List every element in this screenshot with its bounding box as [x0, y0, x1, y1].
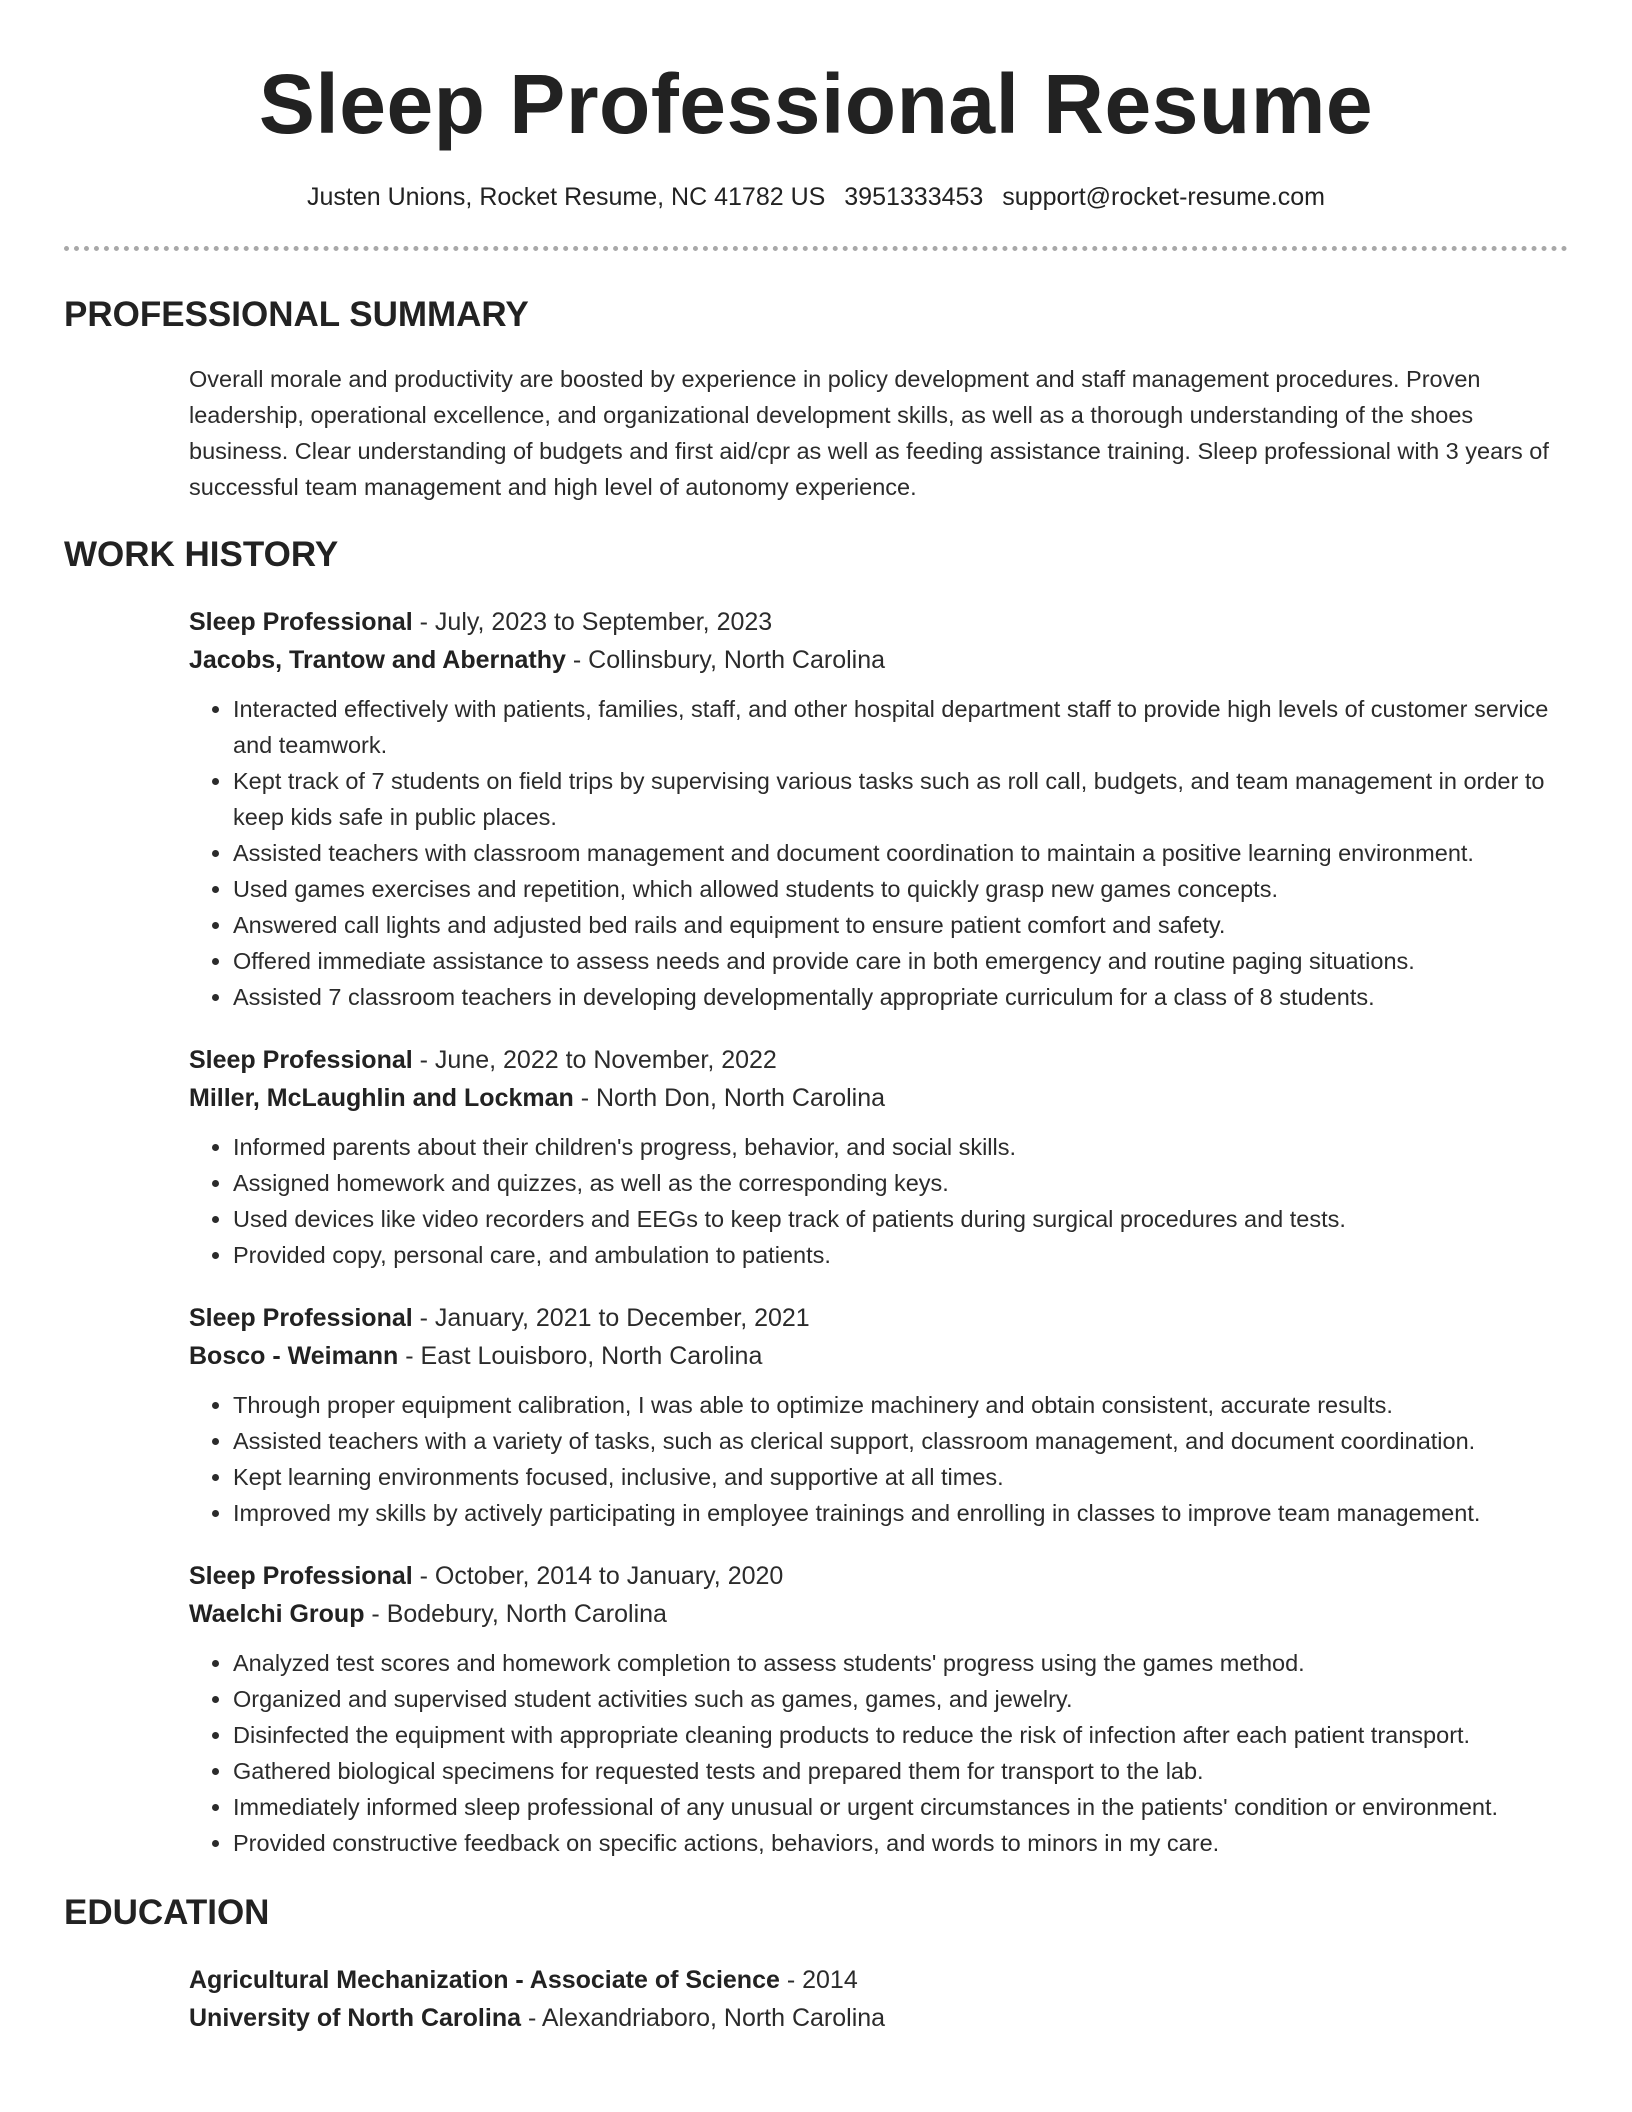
job-entry [189, 1041, 1568, 1273]
job-dates: - October, 2014 to January, 2020 [412, 1562, 784, 1590]
work-history-section [64, 533, 1568, 1861]
education-degree-line [189, 1961, 1568, 1999]
job-bullet: • Informed parents about their children's progress, behavior, and social skills. [233, 1129, 1568, 1165]
job-bullet: • Used devices like video recorders and EEGs to keep track of patients during surgical procedures and tests. [233, 1201, 1568, 1237]
contact-address: Justen Unions, Rocket Resume, NC 41782 US [307, 183, 826, 211]
job-bullet: • Provided copy, personal care, and ambulation to patients. [233, 1237, 1568, 1273]
job-bullet: • Organized and supervised student activities such as games, games, and jewelry. [233, 1681, 1568, 1717]
job-role: Sleep Professional [189, 1046, 413, 1074]
job-entry [189, 1557, 1568, 1861]
job-bullet: • Assigned homework and quizzes, as well as the corresponding keys. [233, 1165, 1568, 1201]
job-location: - East Louisboro, North Carolina [398, 1342, 763, 1370]
job-bullet: • Analyzed test scores and homework completion to assess students' progress using the games method. [233, 1645, 1568, 1681]
work-history-heading: WORK HISTORY [64, 535, 339, 574]
job-dates: - July, 2023 to September, 2023 [412, 608, 773, 636]
summary-section [64, 293, 1568, 505]
job-location: - North Don, North Carolina [573, 1084, 886, 1112]
job-bullet: • Interacted effectively with patients, families, staff, and other hospital department staff to provide high levels of customer service and teamwork. [233, 691, 1568, 763]
contact-phone: 3951333453 [844, 183, 984, 211]
job-bullets [233, 691, 1568, 1015]
job-bullet: • Through proper equipment calibration, I was able to optimize machinery and obtain consistent, accurate results. [233, 1387, 1568, 1423]
education-section [64, 1891, 1568, 2037]
job-bullet: • Kept learning environments focused, inclusive, and supportive at all times. [233, 1459, 1568, 1495]
job-bullet: • Disinfected the equipment with appropriate cleaning products to reduce the risk of infection after each patient transport. [233, 1717, 1568, 1753]
summary-heading: PROFESSIONAL SUMMARY [64, 295, 529, 334]
job-role-line [189, 1041, 1568, 1079]
job-company: Jacobs, Trantow and Abernathy [189, 646, 566, 674]
job-bullet: • Assisted 7 classroom teachers in developing developmentally appropriate curriculum for a class of 8 students. [233, 979, 1568, 1015]
education-degree: Agricultural Mechanization - Associate of Science [189, 1966, 780, 1994]
education-school-line [189, 1999, 1568, 2037]
job-entry [189, 603, 1568, 1015]
job-role: Sleep Professional [189, 1562, 413, 1590]
job-bullet: • Kept track of 7 students on field trips by supervising various tasks such as roll call, budgets, and team management in order to keep kids safe in public places. [233, 763, 1568, 835]
education-year: - 2014 [779, 1966, 858, 1994]
education-location: - Alexandriaboro, North Carolina [521, 2004, 886, 2032]
job-company-line [189, 641, 1568, 679]
job-location: - Bodebury, North Carolina [364, 1600, 667, 1628]
job-company-line [189, 1079, 1568, 1117]
job-role-line [189, 1557, 1568, 1595]
contact-email: support@rocket-resume.com [1002, 183, 1325, 211]
header-divider [64, 246, 1568, 251]
summary-text: Overall morale and productivity are boosted by experience in policy development and staff management procedures. Proven leadership, operational excellence, and organizational development skills, as well as a thorough understanding of the shoes business. Clear understanding of budgets and first aid/cpr as well as feeding assistance training. Sleep professional with 3 years of successful team management and high level of autonomy experience. [189, 366, 1549, 500]
education-entry [189, 1961, 1568, 2037]
job-dates: - June, 2022 to November, 2022 [412, 1046, 777, 1074]
job-bullet: • Gathered biological specimens for requested tests and prepared them for transport to the lab. [233, 1753, 1568, 1789]
job-role: Sleep Professional [189, 1304, 413, 1332]
job-bullet: • Provided constructive feedback on specific actions, behaviors, and words to minors in my care. [233, 1825, 1568, 1861]
job-dates: - January, 2021 to December, 2021 [412, 1304, 810, 1332]
job-role-line [189, 603, 1568, 641]
job-entry [189, 1299, 1568, 1531]
job-role: Sleep Professional [189, 608, 413, 636]
job-bullets [233, 1645, 1568, 1861]
education-heading: EDUCATION [64, 1893, 270, 1932]
job-company: Bosco - Weimann [189, 1342, 399, 1370]
job-company: Waelchi Group [189, 1600, 365, 1628]
job-bullet: • Improved my skills by actively participating in employee trainings and enrolling in classes to improve team management. [233, 1495, 1568, 1531]
education-school: University of North Carolina [189, 2004, 521, 2032]
job-company: Miller, McLaughlin and Lockman [189, 1084, 574, 1112]
job-bullets [233, 1129, 1568, 1273]
job-bullet: • Answered call lights and adjusted bed rails and equipment to ensure patient comfort and safety. [233, 907, 1568, 943]
job-bullet: • Assisted teachers with classroom management and document coordination to maintain a positive learning environment. [233, 835, 1568, 871]
resume-title: Sleep Professional Resume [258, 57, 1374, 151]
job-bullet: • Used games exercises and repetition, which allowed students to quickly grasp new games concepts. [233, 871, 1568, 907]
job-bullets [233, 1387, 1568, 1531]
job-role-line [189, 1299, 1568, 1337]
job-bullet: • Immediately informed sleep professional of any unusual or urgent circumstances in the patients' condition or environment. [233, 1789, 1568, 1825]
job-company-line [189, 1337, 1568, 1375]
job-location: - Collinsbury, North Carolina [565, 646, 886, 674]
job-company-line [189, 1595, 1568, 1633]
resume-header [64, 0, 1568, 214]
contact-info [64, 180, 1568, 214]
job-bullet: • Assisted teachers with a variety of tasks, such as clerical support, classroom management, and document coordination. [233, 1423, 1568, 1459]
job-bullet: • Offered immediate assistance to assess needs and provide care in both emergency and routine paging situations. [233, 943, 1568, 979]
